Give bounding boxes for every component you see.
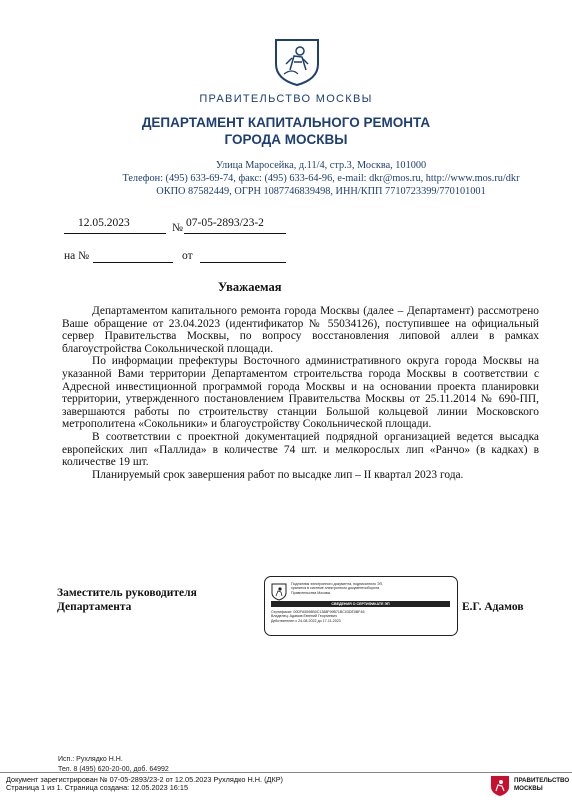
number-underline [184, 233, 286, 234]
paragraph-4: Планируемый срок завершения работ по высадке лип – II квартал 2023 года. [92, 468, 464, 481]
paragraph-2: По информации префектуры Восточного административного округа города Москвы на указанной Вами территории Департаментом строительства города Москвы в соответствии с Адресной инвестиционной программой города Москвы и на основании проекта планировки территории, утвержденного постановлением Правительства Москвы от 25.11.2014 № 690-ПП, завершаются работы по строительству станции Большой кольцевой линии Московского метрополитена «Сокольники» и благоустройству Сокольнической площади. [62, 355, 539, 431]
department-title-line2: ГОРОДА МОСКВЫ [224, 132, 348, 147]
reference-date-underline [200, 262, 286, 263]
executor-name: Исп.: Рухлядко Н.Н. [58, 756, 123, 763]
signatory-position-line1: Заместитель руководителя [57, 587, 197, 599]
department-title-line1: ДЕПАРТАМЕНТ КАПИТАЛЬНОГО РЕМОНТА [141, 115, 431, 130]
contact-phones: Телефон: (495) 633-69-74, факс: (495) 633-64-96, e-mail: dkr@mos.ru, http://www.mos.ru/dkr [122, 173, 520, 184]
stamp-notice-line2: хранится в системе электронного документооборота [291, 586, 380, 591]
department-title [0, 114, 572, 148]
reference-number-label: на № [64, 250, 90, 262]
date-underline [64, 233, 166, 234]
number-sign: № [172, 222, 183, 234]
electronic-signature-stamp [264, 576, 458, 636]
coat-of-arms-icon [271, 583, 287, 601]
logo-text-line2: МОСКВЫ [514, 784, 543, 792]
stamp-notice [291, 582, 453, 595]
paragraph-1: Департаментом капитального ремонта города Москвы (далее – Департамент) рассмотрено Ваше обращение от 23.04.2023 (идентификатор № 55034126), поступившее на официальный сервер Правительства Москвы, по вопросу восстановления липовой аллеи в рамках благоустройства Сокольнической площади. [62, 305, 539, 355]
stamp-valid: Действителен с 24-08-2022 до 17-11-2023 [271, 618, 341, 623]
stamp-notice-line3: Правительства Москвы [291, 590, 331, 595]
greeting: Уважаемая [218, 280, 282, 294]
moscow-coat-of-arms-icon [272, 34, 322, 86]
address: Улица Маросейка, д.11/4, стр.3, Москва, 101000 [215, 160, 427, 171]
moscow-logo-text [514, 777, 569, 792]
signatory-position [57, 586, 197, 614]
signatory-position-line2: Департамента [57, 601, 132, 613]
reference-date-label: от [182, 250, 193, 262]
stamp-certificate: Сертификат: 00DFA5598B0C1388F99B71BC03DE0BF46 [271, 610, 365, 614]
registration-number: 07-05-2893/23-2 [186, 217, 264, 229]
reference-number-underline [93, 262, 173, 263]
stamp-details [271, 610, 451, 623]
footer-registration [6, 776, 283, 793]
footer-divider [0, 772, 572, 773]
stamp-owner: Владелец: Адамов Евгений Георгиевич [271, 614, 337, 619]
executor-phone: Тел. 8 (495) 620-20-00, доб. 64992 [58, 766, 169, 773]
stamp-notice-line1: Подлинник электронного документа, подписанного ЭП, [291, 582, 384, 586]
footer-line1: Документ зарегистрирован № 07-05-2893/23-2 от 12.05.2023 Рухлядко Н.Н. (ДКР) [6, 775, 283, 784]
registration-date: 12.05.2023 [78, 217, 130, 229]
government-title: ПРАВИТЕЛЬСТВО МОСКВЫ [199, 93, 373, 105]
moscow-logo-icon [490, 775, 510, 797]
paragraph-3: В соответствии с проектной документацией подрядной организацией ведется высадка европейских лип «Паллида» в количестве 74 шт. и мелкорослых лип «Ранчо» (в кадках) в количестве 19 шт. [62, 430, 539, 469]
footer-line2: Страница 1 из 1. Страница создана: 12.05.2023 16:15 [6, 783, 189, 793]
signatory-name: Е.Г. Адамов [462, 601, 524, 613]
organization-codes: ОКПО 87582449, ОГРН 1087746839498, ИНН/КПП 7710723399/770101001 [156, 186, 486, 197]
letter-body [62, 305, 539, 481]
logo-text-line1: ПРАВИТЕЛЬСТВО [514, 777, 570, 784]
stamp-title: СВЕДЕНИЯ О СЕРТИФИКАТЕ ЭП [271, 601, 450, 607]
